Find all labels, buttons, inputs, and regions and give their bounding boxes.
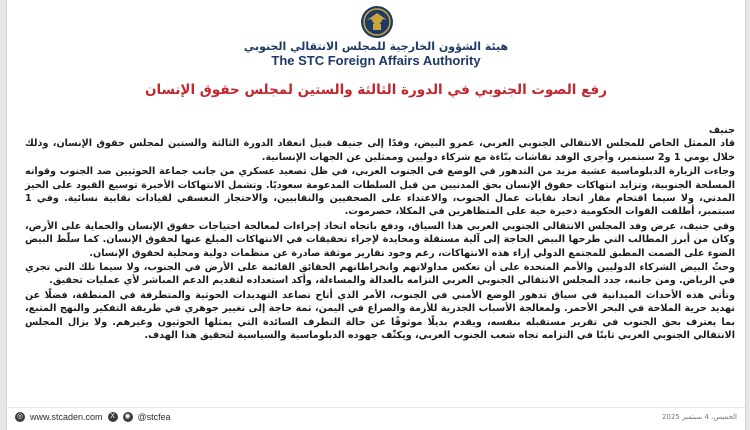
footer-date: الخميس، 4 سبتمبر 2025 <box>661 413 737 421</box>
body-paragraph: قاد الممثل الخاص للمجلس الانتقالي الجنوبي العربي، عمرو البيض، وفدًا إلى جنيف قبيل انعقاد الدورة الثالثة والستين لمجلس حقوق الإنسان، وذلك خلال يومي 1 و2 سبتمبر، وأجرى الوفد نقاشات بنّاءة مع شركاء دوليين وممثلين عن الجهات الإنسانية. <box>25 138 735 163</box>
org-name-english: The STC Foreign Affairs Authority <box>271 53 481 68</box>
body-paragraph: وحثّ البيض الشركاء الدوليين والأمم المتحدة على أن تعكس مداولاتهم وانخراطاتهم الحقائق القائمة على الأرض في الجنوب، ولا سيما تلك التي تجري في الرياض. ومن جانبه، جدد المجلس الانتقالي الجنوبي العربي التزامه بالعدالة والمساءلة، وأكد استعداده لتقديم الدعم المباشر لأي عمليات تحقيق. <box>25 262 735 287</box>
body-paragraph: وفي جنيف، عرض وفد المجلس الانتقالي الجنوبي العربي هذا السياق، ودفع باتجاه اتخاذ إجراءات لمعالجة احتياجات حقوق الإنسان والحماية على الأرض، وكان من أبرز المطالب التي طرحها البيض الحاجة إلى آلية مستقلة ومحايدة لإجراء تحقيقات في الانتهاكات المبلغ عنها لحقوق الإنسان. كما سلّط البيض الضوء على الصمت المطبق للمجتمع الدولي إزاء هذه الانتهاكات، رغم وجود تقارير موثقة صادرة عن منظمات دولية ومحلية لحقوق الإنسان. <box>25 220 735 259</box>
x-social-icon: X <box>108 412 118 422</box>
footer-links <box>15 412 171 422</box>
body-paragraph: وجاءت الزيارة الدبلوماسية عشية مزيد من التدهور في الوضع في الجنوب العربي، في ظل تصعيد عسكري من جانب جماعة الحوثيين ضد الجنوب وقواته المسلحة الجنوبية، وتزايد انتهاكات حقوق الإنسان بحق المدنيين من قبل السلطات المدعومة سعوديًا. وتشمل الانتهاكات الأخيرة توسيع القيود على الحيز المدني، ولا سيما اقتحام مقار اتحاد نقابات عمال الجنوب، والاعتداء على الصحفيين والنقابيين، والاحتجاز التعسفي لقيادات نقابية نسائية. وفي 1 سبتمبر، أطلقت القوات الحكومية ذخيرة حية على المتظاهرين في المكلا، حضرموت. <box>25 166 735 218</box>
document-page <box>6 0 746 430</box>
dateline: جنيف <box>708 125 735 136</box>
document-body <box>25 124 735 343</box>
instagram-icon: ◉ <box>124 413 131 420</box>
org-name-arabic: هيئة الشؤون الخارجية للمجلس الانتقالي الجنوبي <box>243 40 509 53</box>
body-paragraph: وتأتي هذه الأحداث الميدانية في سياق تدهور الوضع الأمني في الجنوب، الأمر الذي أتاح تصاعد التهديدات الحوثية والمتطرفة في المنطقة، فضلًا عن تهديد حرية الملاحة في البحر الأحمر. ولمعالجة الأسباب الجذرية للأزمة والصراع في اليمن، ثمة حاجة إلى تغيير جوهري في طريقة التفكير والنهج المتبع، بما يعترف بحق الجنوب في تقرير مستقبله بنفسه، ويقدم بديلًا موثوقًا عن حالة التطرف السائدة التي يمثلها الحوثيون وغيرهم. ولا يزال المجلس الانتقالي الجنوبي العربي ثابتًا في التزامه تجاه شعب الجنوب العربي، ويكثّف جهوده الدبلوماسية والسياسية لتحقيق هذا الهدف. <box>25 289 735 342</box>
website-link[interactable]: www.stcaden.com <box>30 412 103 422</box>
document-title: رفع الصوت الجنوبي في الدورة الثالثة والستين لمجلس حقوق الإنسان <box>145 82 607 98</box>
page-footer <box>7 407 745 430</box>
social-handle[interactable]: @stcfea <box>137 412 171 422</box>
globe-icon: ◎ <box>16 413 24 420</box>
